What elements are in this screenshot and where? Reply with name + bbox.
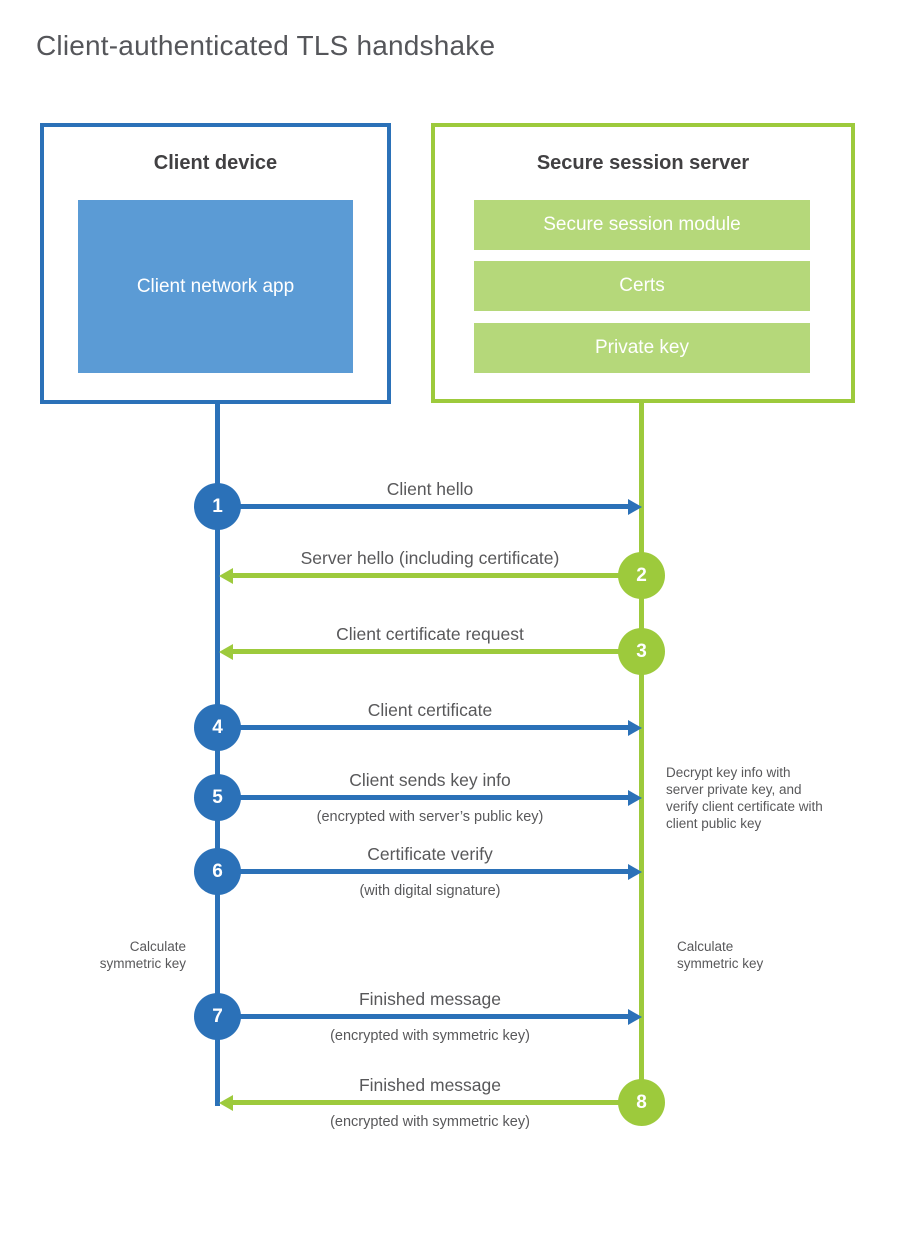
- step-3-label: Client certificate request: [336, 624, 524, 644]
- step-4-arrow: [217, 725, 628, 730]
- step-1-circle: 1: [194, 483, 241, 530]
- step-6-arrow: [217, 869, 628, 874]
- step-1-arrowhead-icon: [628, 499, 642, 515]
- note-decrypt-key-info: Decrypt key info with server private key, and verify client certificate with client public key: [666, 765, 823, 831]
- server-title: Secure session server: [536, 152, 750, 174]
- step-7-arrow: [217, 1014, 628, 1019]
- client-network-app-box: Client network app: [78, 200, 353, 373]
- step-6-label: Certificate verify: [367, 844, 493, 864]
- step-8-arrowhead-icon: [219, 1095, 233, 1111]
- step-5-arrowhead-icon: [628, 790, 642, 806]
- step-1-arrow: [217, 504, 628, 509]
- step-4-circle: 4: [194, 704, 241, 751]
- step-2-arrowhead-icon: [219, 568, 233, 584]
- server-module-private-key: Private key: [474, 323, 810, 373]
- step-8-label: Finished message: [358, 1075, 502, 1095]
- step-6-arrowhead-icon: [628, 864, 642, 880]
- step-6-circle: 6: [194, 848, 241, 895]
- note-calculate-symmetric-key-server: Calculate symmetric key: [677, 939, 764, 971]
- server-module-certs: Certs: [474, 261, 810, 311]
- page-title: Client-authenticated TLS handshake: [36, 30, 496, 61]
- step-7-label: Finished message: [358, 989, 502, 1009]
- step-7-sublabel: (encrypted with symmetric key): [330, 1028, 530, 1044]
- step-5-sublabel: (encrypted with server’s public key): [316, 809, 544, 825]
- step-8-circle: 8: [618, 1079, 665, 1126]
- step-2-arrow: [232, 573, 642, 578]
- step-6-sublabel: (with digital signature): [359, 883, 501, 899]
- step-3-circle: 3: [618, 628, 665, 675]
- step-5-label: Client sends key info: [349, 770, 511, 790]
- client-device-title: Client device: [153, 152, 278, 174]
- step-1-label: Client hello: [386, 479, 474, 499]
- server-module-secure-session: Secure session module: [474, 200, 810, 250]
- step-4-arrowhead-icon: [628, 720, 642, 736]
- step-3-arrow: [232, 649, 642, 654]
- step-2-label: Server hello (including certificate): [300, 548, 560, 568]
- server-box: [431, 123, 855, 403]
- step-3-arrowhead-icon: [219, 644, 233, 660]
- step-5-arrow: [217, 795, 628, 800]
- step-7-arrowhead-icon: [628, 1009, 642, 1025]
- step-4-label: Client certificate: [367, 700, 493, 720]
- step-8-sublabel: (encrypted with symmetric key): [330, 1114, 530, 1130]
- note-calculate-symmetric-key-client: Calculate symmetric key: [99, 939, 186, 971]
- step-7-circle: 7: [194, 993, 241, 1040]
- step-2-circle: 2: [618, 552, 665, 599]
- step-5-circle: 5: [194, 774, 241, 821]
- client-device-box: [40, 123, 391, 404]
- step-8-arrow: [232, 1100, 642, 1105]
